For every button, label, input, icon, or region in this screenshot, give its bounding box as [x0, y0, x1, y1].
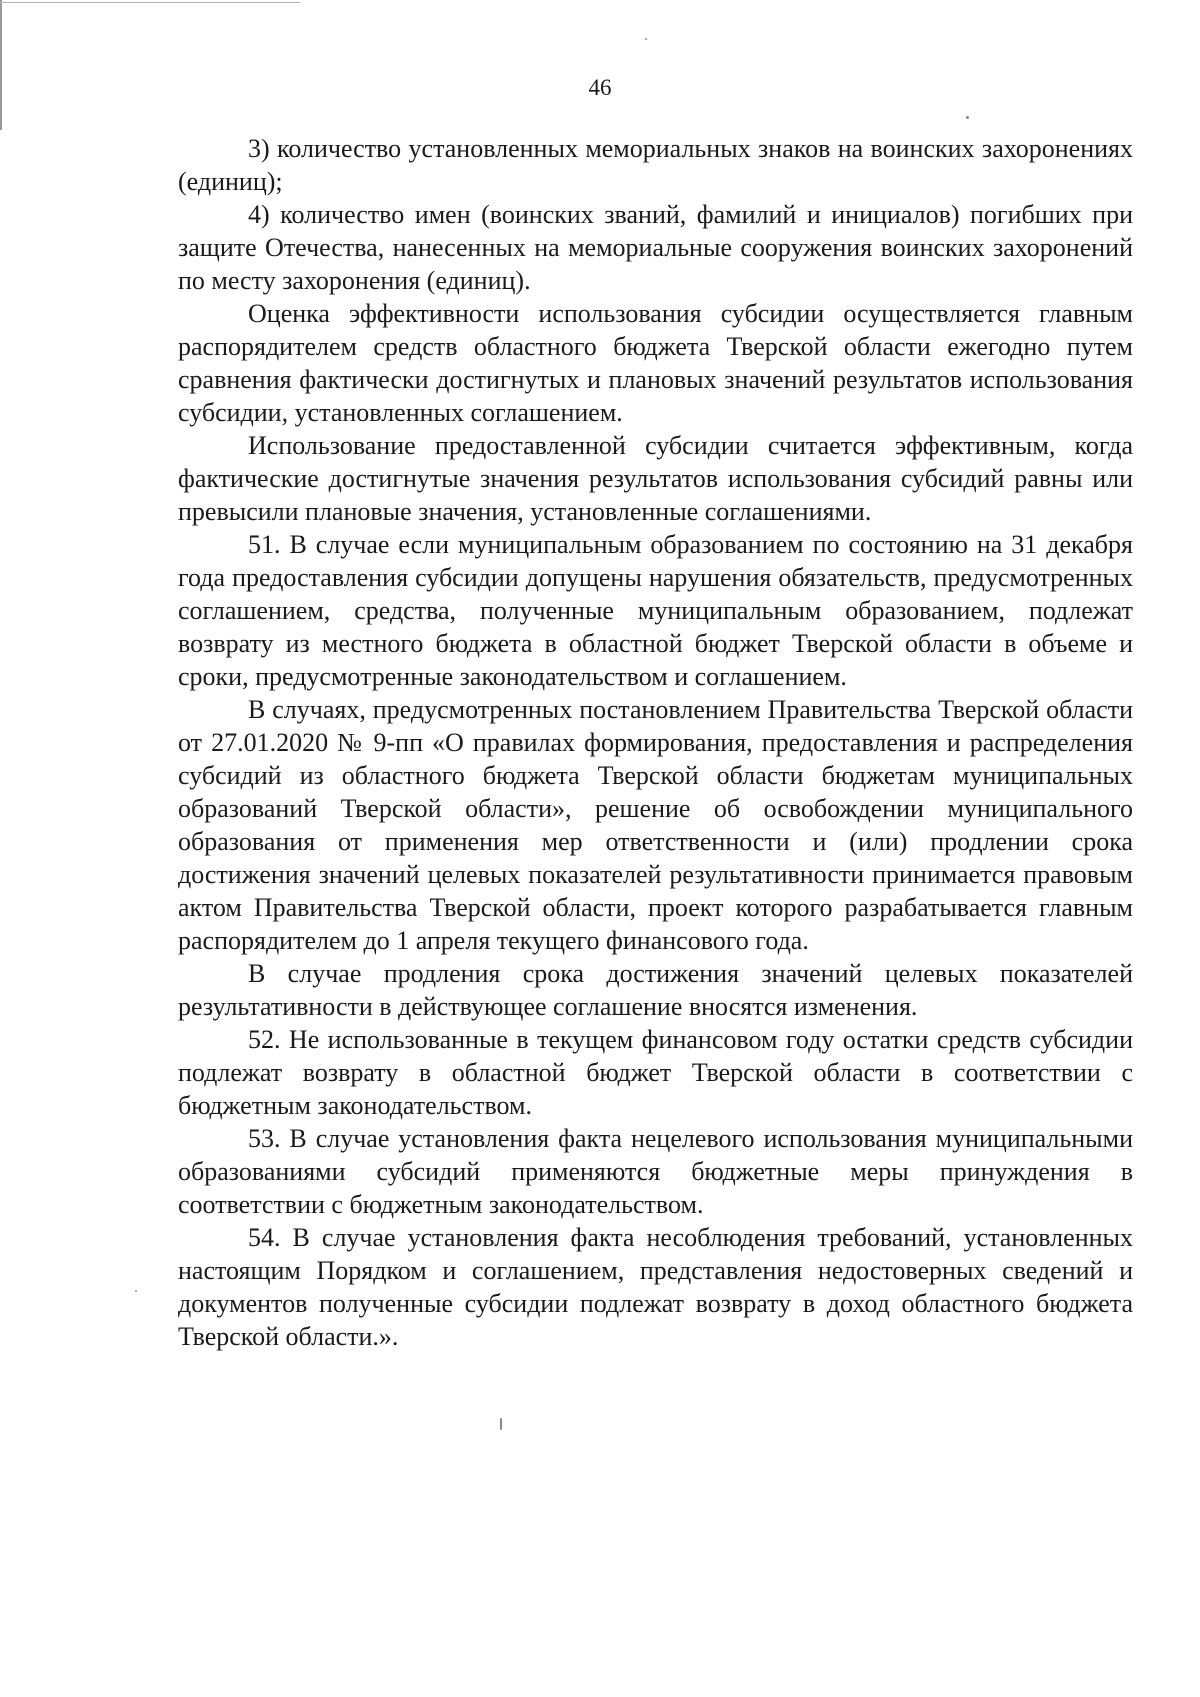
- paragraph-clause-51: 51. В случае если муниципальным образованием по состоянию на 31 декабря года предоставления субсидии допущены нарушения обязательств, предусмотренных соглашением, средства, полученные муниципальным образованием, подлежат возврату из местного бюджета в областной бюджет Тверской области в объеме и сроки, предусмотренные законодательством и соглашением.: [178, 530, 1133, 691]
- scan-edge-top: [0, 2, 300, 3]
- paragraph-exemption-cases: В случаях, предусмотренных постановлением Правительства Тверской области от 27.01.2020 № 9-пп «О правилах формирования, предоставления и распределения субсидий из областного бюджета Тверской области бюджетам муниципальных образований Тверской области», решение об освобождении муниципального образования от применения мер ответственности и (или) продлении срока достижения значений целевых показателей результативности принимается правовым актом Правительства Тверской области, проект которого разрабатывается главным распорядителем до 1 апреля текущего финансового года.: [178, 695, 1133, 955]
- paragraph-clause-52: 52. Не использованные в текущем финансовом году остатки средств субсидии подлежат возврату в областной бюджет Тверской области в соответствии с бюджетным законодательством.: [178, 1025, 1133, 1120]
- scan-speck: [135, 1290, 137, 1292]
- scan-speck: [966, 116, 969, 119]
- page-number: 46: [588, 75, 612, 100]
- paragraph-extension: В случае продления срока достижения значений целевых показателей результативности в действующее соглашение вносятся изменения.: [178, 959, 1133, 1021]
- scan-speck: [500, 1418, 502, 1430]
- scan-edge-left: [0, 0, 2, 130]
- scan-speck: [645, 38, 647, 40]
- paragraph-efficiency-criteria: Использование предоставленной субсидии считается эффективным, когда фактические достигнутые значения результатов использования субсидий равны или превысили плановые значения, установленные соглашениями.: [178, 431, 1133, 526]
- paragraph-item-3: 3) количество установленных мемориальных знаков на воинских захоронениях (единиц);: [178, 134, 1133, 196]
- paragraph-efficiency-assessment: Оценка эффективности использования субсидии осуществляется главным распорядителем средств областного бюджета Тверской области ежегодно путем сравнения фактически достигнутых и плановых значений результатов использования субсидии, установленных соглашением.: [178, 299, 1133, 427]
- document-body: [178, 132, 1133, 1353]
- paragraph-clause-54: 54. В случае установления факта несоблюдения требований, установленных настоящим Порядком и соглашением, представления недостоверных сведений и документов полученные субсидии подлежат возврату в доход областного бюджета Тверской области.».: [178, 1223, 1133, 1351]
- paragraph-clause-53: 53. В случае установления факта нецелевого использования муниципальными образованиями субсидий применяются бюджетные меры принуждения в соответствии с бюджетным законодательством.: [178, 1124, 1133, 1219]
- paragraph-item-4: 4) количество имен (воинских званий, фамилий и инициалов) погибших при защите Отечества, нанесенных на мемориальные сооружения воинских захоронений по месту захоронения (единиц).: [178, 200, 1133, 295]
